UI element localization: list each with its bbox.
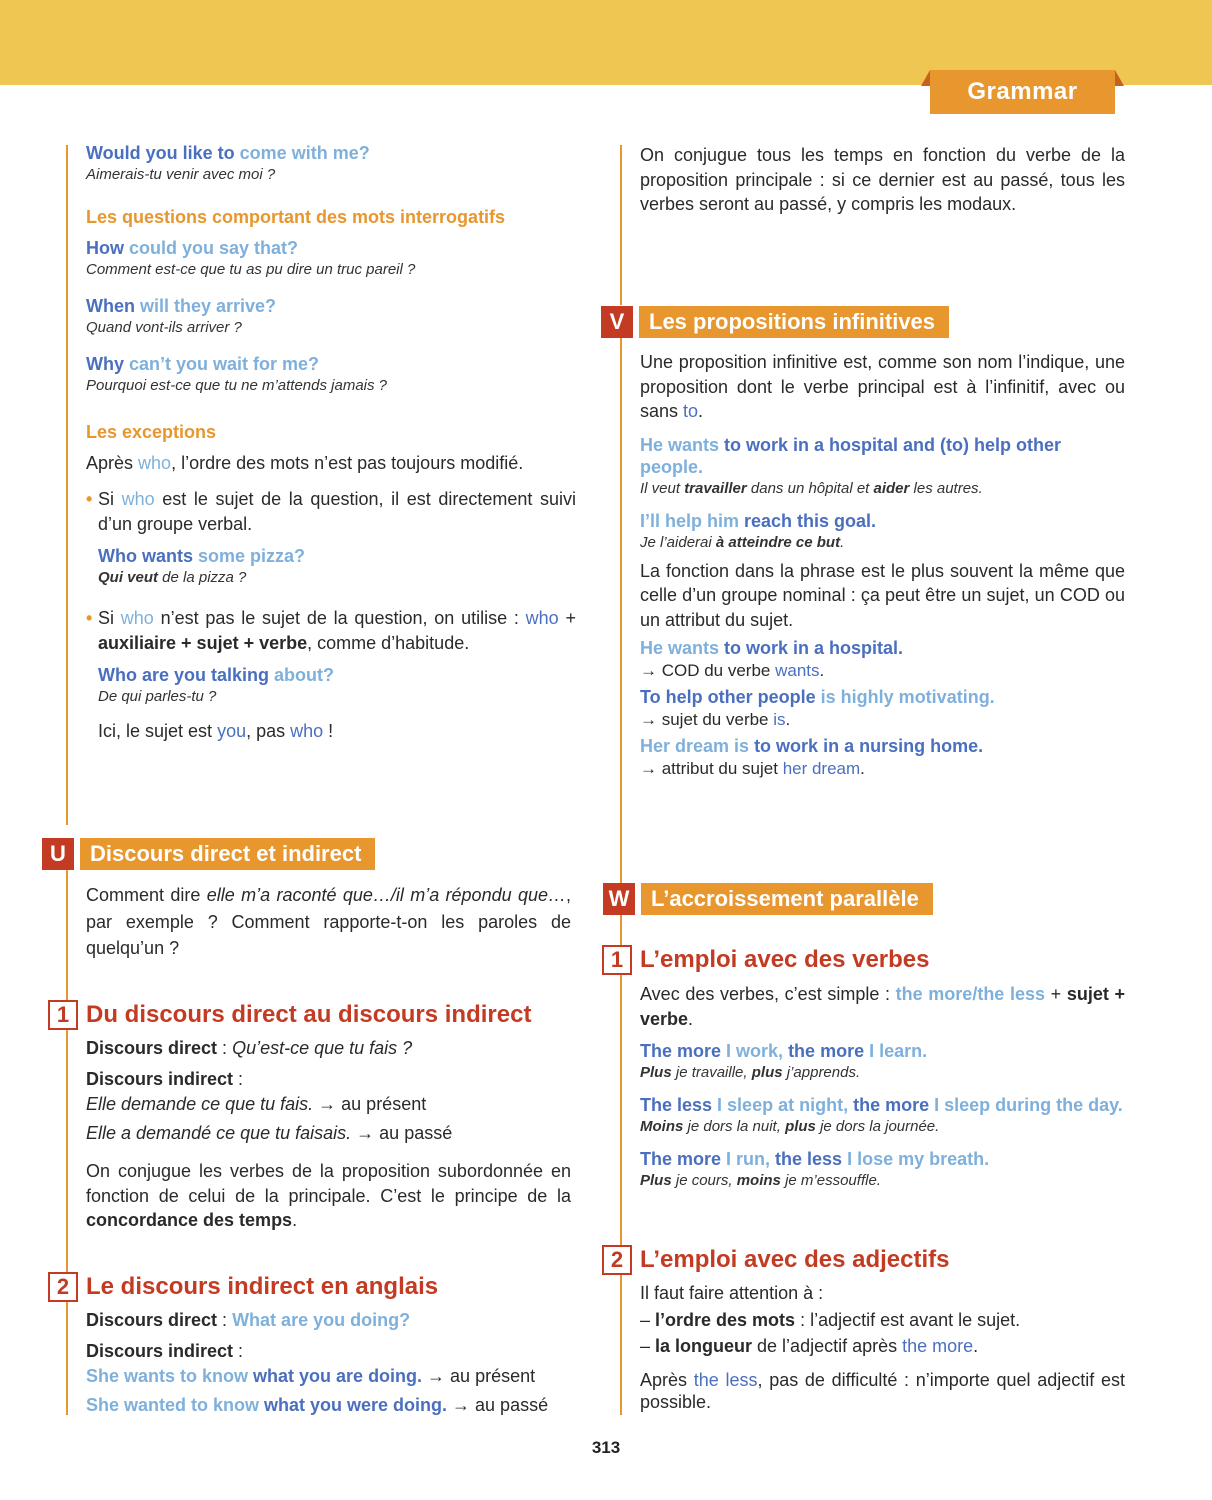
example-attribut: Her dream is to work in a nursing home. → attribut du sujet her dream. — [640, 736, 984, 778]
example-more-run: The more I run, the less I lose my breath. Plus je cours, moins je m’essouffle. — [640, 1149, 990, 1189]
section-u-intro: Comment dire elle m’a raconté que…/il m’a répondu que…, par exemple ? Comment rapporte-t-on les paroles de quelqu’un ? — [86, 885, 571, 958]
example-en-main: Who are you talking — [98, 665, 270, 685]
adjective-intro: Il faut faire attention à : — [640, 1283, 824, 1303]
example-en-main: Would you like to — [86, 143, 235, 163]
example-fr: Quand vont-ils arriver ? — [86, 319, 242, 336]
left-column-rule-lower — [66, 860, 68, 1415]
example-en-rest: can’t you wait for me? — [124, 354, 320, 374]
example-how — [86, 238, 576, 278]
subsection-title: L’emploi avec des verbes — [640, 946, 930, 973]
example-en-rest: about? — [269, 665, 335, 685]
right-column-rule — [620, 145, 622, 305]
subsection-w1-body: Avec des verbes, c’est simple : the more/the less + sujet + verbe. The more I work, the more I learn. Plus je travaille, plus j’apprends. The less I sleep at night, the more I sleep during the day. Moins je dors la nuit, plus je dors la journée. The more I run, the less I lose my breath. Plus je cours, moins je m’essouffle. — [640, 984, 1125, 1189]
tab-fold-right — [1115, 70, 1124, 86]
section-tab-grammar: Grammar — [930, 70, 1115, 114]
subsection-w2-body — [640, 1281, 1125, 1413]
adjective-item-order: – l’ordre des mots : l’adjectif est avant le sujet. — [640, 1309, 1021, 1330]
subsection-number: 1 — [602, 945, 632, 975]
exceptions-intro: Après who, l’ordre des mots n’est pas toujours modifié. — [86, 453, 524, 473]
example-fr: De qui parles-tu ? — [98, 688, 217, 705]
bullet-who-not-subject: • Si who n’est pas le sujet de la question, on utilise : who + auxiliaire + sujet + verbe, comme d’habitude. — [86, 608, 576, 653]
example-when — [86, 296, 576, 336]
right-column-rule-lower — [620, 915, 622, 1415]
adjective-less-paragraph: Après the less, pas de difficulté : n’importe quel adjectif est possible. — [640, 1369, 1125, 1412]
example-why — [86, 354, 576, 394]
section-letter: V — [601, 306, 633, 338]
example-en-rest: could you say that? — [124, 238, 299, 258]
bullet-who-subject: • Si who est le sujet de la question, il est directement suivi d’un groupe verbal. — [86, 489, 576, 534]
example-ill-help: I’ll help him reach this goal. Je l’aiderai à atteindre ce but. — [640, 510, 877, 551]
heading-exceptions: Les exceptions — [86, 422, 217, 442]
subsection-u2-header — [48, 1272, 438, 1302]
subsection-number: 2 — [48, 1272, 78, 1302]
section-w-header — [603, 883, 933, 915]
example-en-rest: will they arrive? — [135, 296, 277, 316]
example-en-rest: come with me? — [234, 143, 370, 163]
example-fr: Aimerais-tu venir avec moi ? — [86, 166, 276, 183]
subsection-title: L’emploi avec des adjectifs — [640, 1246, 950, 1273]
heading-interrogative-words: Les questions comportant des mots interrogatifs — [86, 207, 506, 227]
example-fr: Comment est-ce que tu as pu dire un truc pareil ? — [86, 261, 416, 278]
page-number: 313 — [591, 1438, 621, 1457]
section-u-header — [42, 838, 375, 870]
adjective-item-length: – la longueur de l’adjectif après the more. — [640, 1336, 979, 1356]
example-would-you-like — [86, 143, 576, 183]
example-fr: Pourquoi est-ce que tu ne m’attends jamais ? — [86, 377, 388, 394]
subsection-title: Le discours indirect en anglais — [86, 1273, 439, 1300]
example-en-main: When — [86, 296, 135, 316]
right-column-rule-mid — [620, 338, 622, 883]
tab-fold-left — [921, 70, 930, 86]
subsection-w1-header — [602, 945, 930, 975]
function-paragraph: La fonction dans la phrase est le plus souvent la même que celle d’un groupe nominal : ça peut être un sujet, un COD ou un attribut du sujet. — [640, 560, 1125, 630]
subsection-u2-body: Discours direct : What are you doing? Discours indirect : She wants to know what you are doing. → au présent She wanted to know what you were doing. → au passé — [86, 1310, 549, 1415]
section-letter: W — [603, 883, 635, 915]
example-who-are-you — [98, 665, 576, 705]
subsection-number: 1 — [48, 1000, 78, 1030]
section-v-body: Une proposition infinitive est, comme son nom l’indique, une proposition dont le verbe principal est à l’infinitif, avec ou sans to. He wants to work in a hospital and (to) help other people. Il veut travailler dans un hôpital et aider les autres. I’ll help him reach this goal. Je l’aiderai à atteindre ce but. La fonction dans la phrase est le plus souvent la même que celle d’un groupe nominal : ça peut être un sujet, un COD ou un attribut du sujet. He wants to work in a hospital. → COD du verbe wants. To help other people is highly motivating. → sujet du verbe is. Her dream is to work in a nursing home. → attribut du sujet her dream. — [640, 352, 1125, 778]
example-en-main: Why — [86, 354, 124, 374]
subsection-title: Du discours direct au discours indirect — [86, 1001, 532, 1028]
subsection-w2-header — [602, 1245, 949, 1275]
example-en-main: How — [86, 238, 124, 258]
example-he-wants-help: He wants to work in a hospital and (to) help other people. Il veut travailler dans un hôpital et aider les autres. — [640, 434, 1062, 497]
section-title: Les propositions infinitives — [639, 306, 949, 338]
subject-note: Ici, le sujet est you, pas who ! — [98, 721, 334, 741]
section-title: Discours direct et indirect — [80, 838, 375, 870]
subsection-u1-body: Discours direct : Qu’est-ce que tu fais ? Discours indirect : Elle demande ce que tu fais. → au présent Elle a demandé ce que tu faisais. → au passé On conjugue les verbes de la proposition subordonnée en fonction de celui de la principale. C’est le principe de la concordance des temps. — [86, 1038, 571, 1230]
section-title: L’accroissement parallèle — [641, 883, 933, 915]
section-letter: U — [42, 838, 74, 870]
example-more-work: The more I work, the more I learn. Plus je travaille, plus j’apprends. — [640, 1041, 928, 1081]
example-en-rest: some pizza? — [193, 546, 306, 566]
left-column-rule — [66, 145, 68, 825]
example-sujet: To help other people is highly motivating. → sujet du verbe is. — [640, 687, 995, 729]
example-cod: He wants to work in a hospital. → COD du verbe wants. — [640, 638, 904, 680]
right-intro-paragraph: On conjugue tous les temps en fonction du verbe de la proposition principale : si ce dernier est au passé, tous les verbes seront au passé, y compris les modaux. — [640, 145, 1125, 214]
subsection-u1-header — [48, 1000, 531, 1030]
subsection-number: 2 — [602, 1245, 632, 1275]
example-less-sleep: The less I sleep at night, the more I sleep during the day. Moins je dors la nuit, plus je dors la journée. — [640, 1095, 1123, 1135]
section-v-header — [601, 306, 949, 338]
example-en-main: Who wants — [98, 546, 193, 566]
example-who-wants: Who wants some pizza? Qui veut de la pizza ? — [98, 546, 306, 586]
